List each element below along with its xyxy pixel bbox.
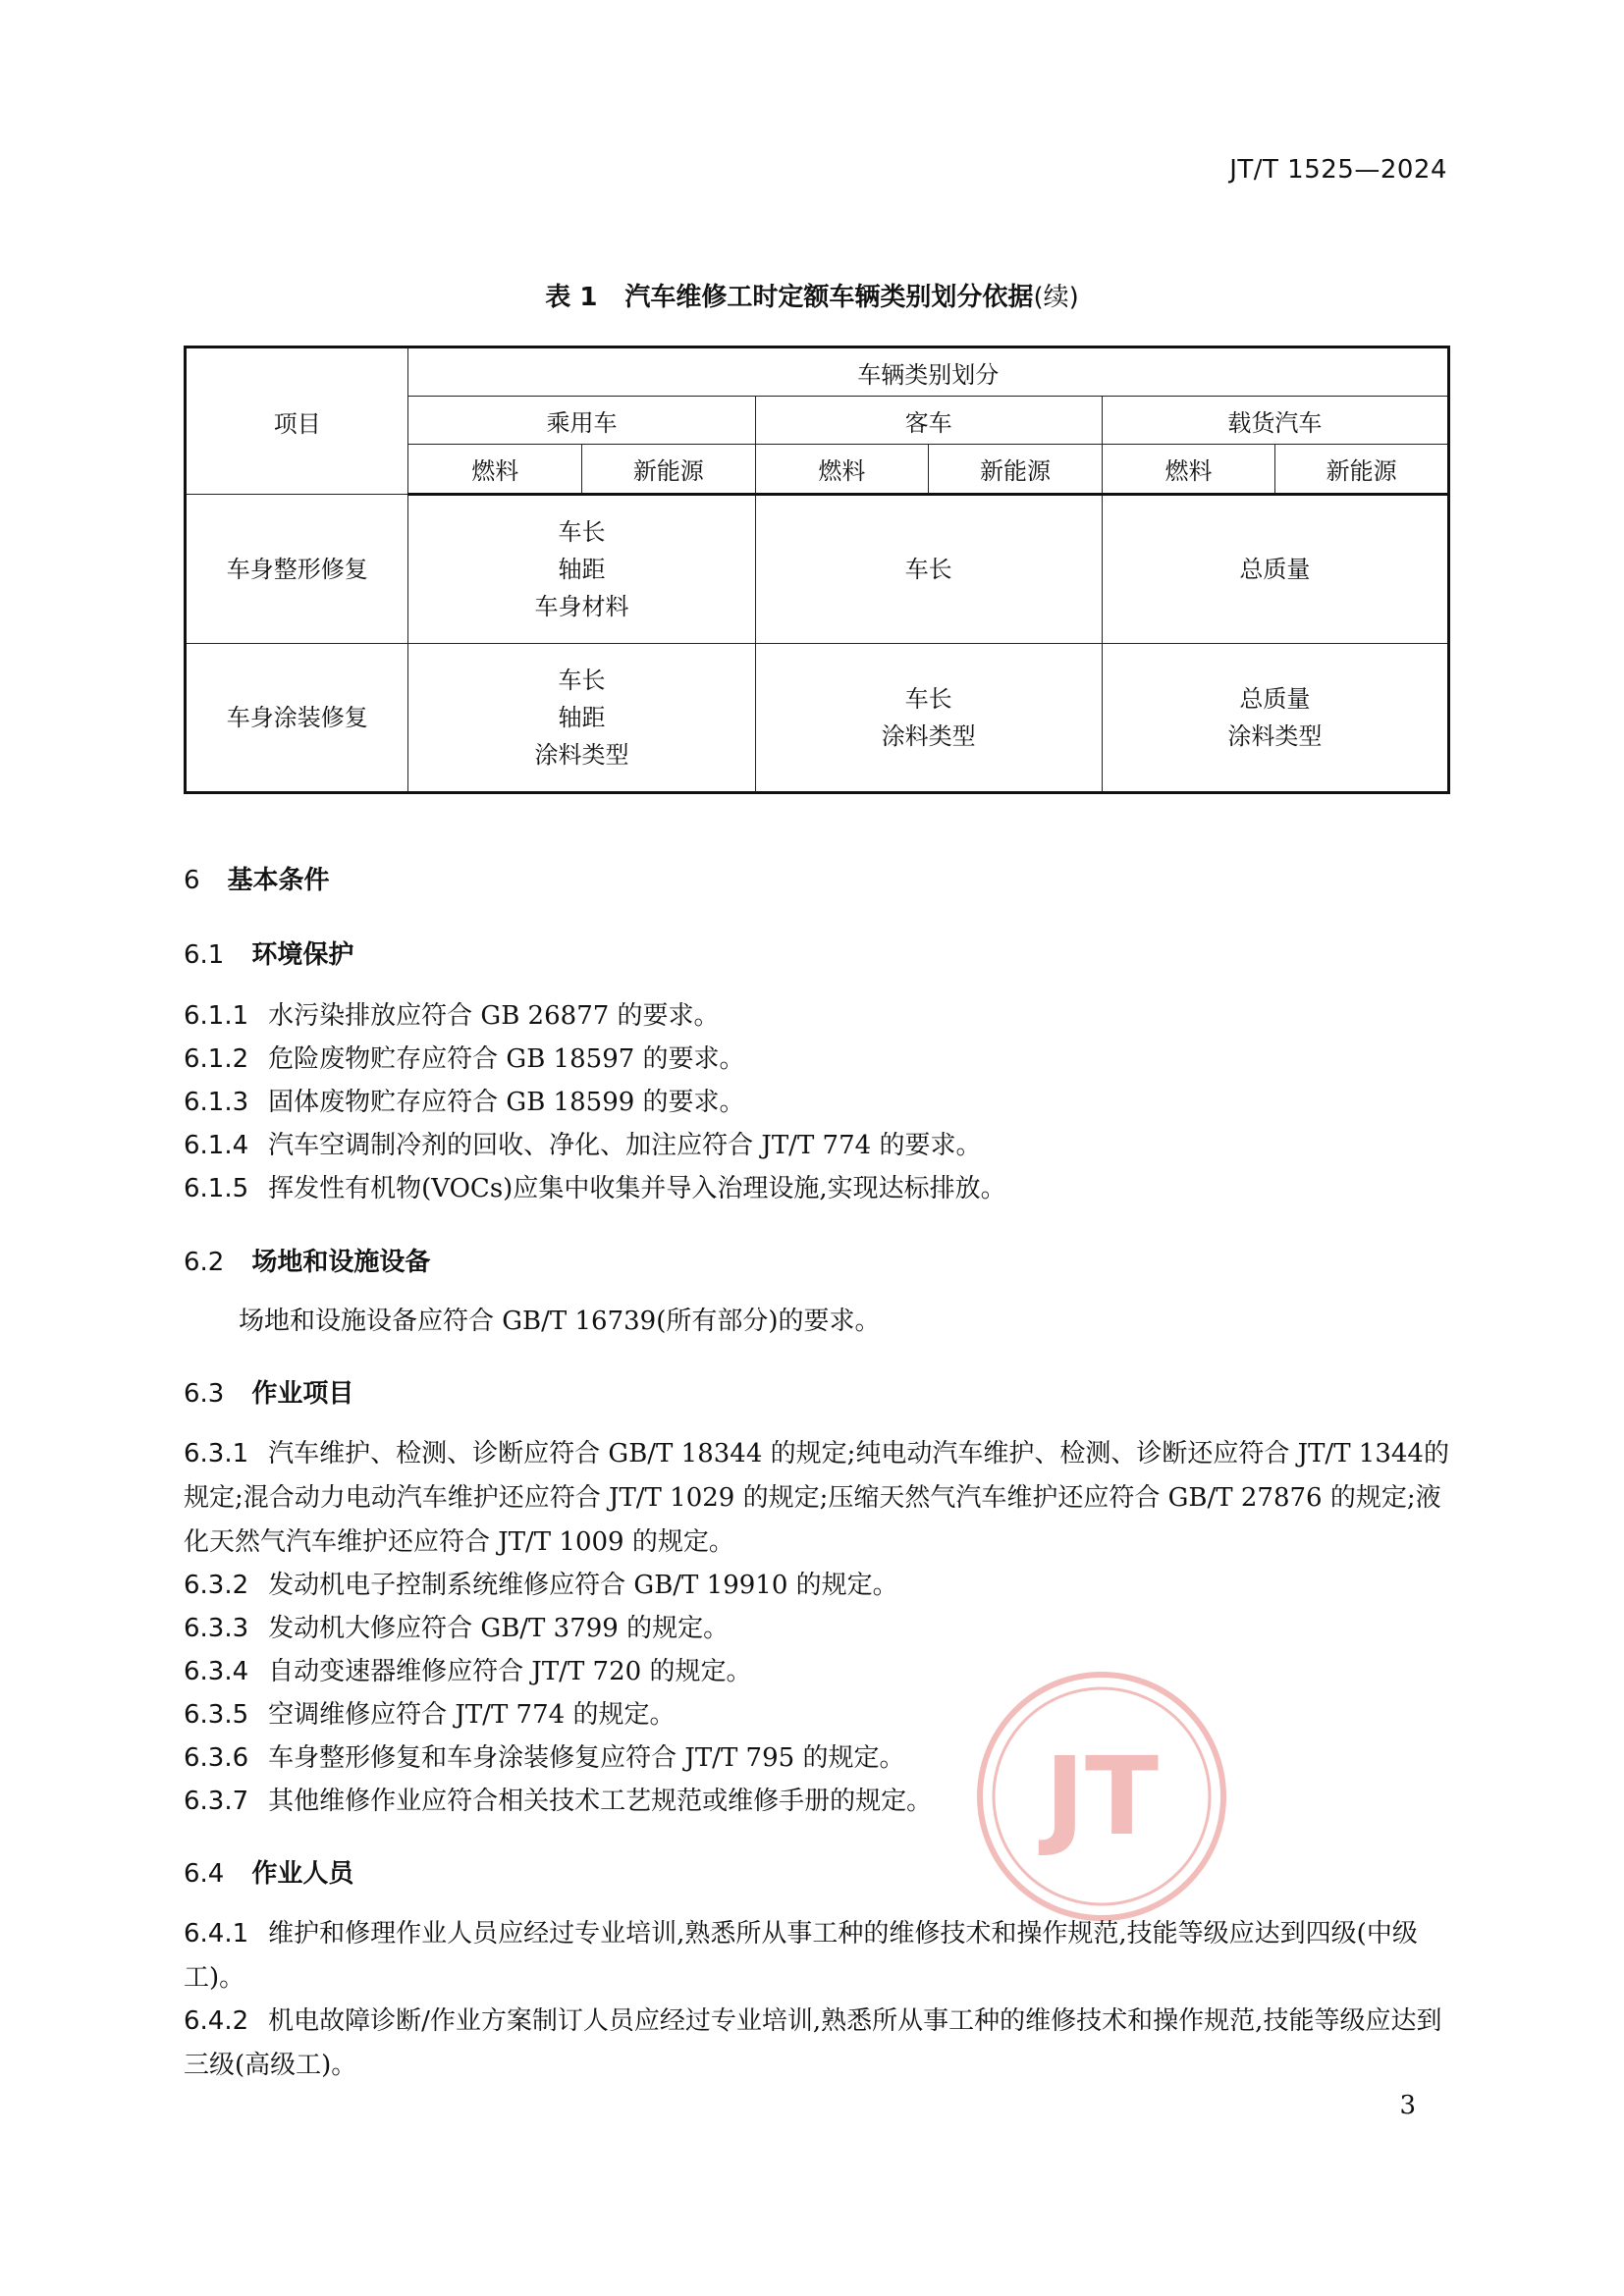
section-title: 场地和设施设备 [251, 1248, 431, 1277]
clause-text: 其他维修作业应符合相关技术工艺规范或维修手册的规定。 [268, 1787, 933, 1816]
clause-number: 6.1.3 [184, 1088, 249, 1117]
clause-paragraph [239, 1300, 1450, 1344]
clause-text: 车身整形修复和车身涂装修复应符合 JT/T 795 的规定。 [268, 1743, 905, 1773]
clause-paragraph [184, 1124, 1450, 1168]
criteria-line: 涂料类型 [1227, 722, 1323, 750]
table-continued: (续) [1033, 283, 1079, 312]
table-title-text: 汽车维修工时定额车辆类别划分依据 [624, 283, 1034, 312]
clause-number: 6.1.5 [184, 1174, 249, 1203]
clause-text: 水污染排放应符合 GB 26877 的要求。 [268, 1001, 720, 1031]
section-number: 6 [184, 866, 200, 895]
jt-stamp-watermark [974, 1669, 1229, 1924]
table-row [186, 495, 1449, 644]
section-title: 基本条件 [227, 866, 330, 895]
section-heading [184, 860, 330, 896]
clause-paragraph [184, 1038, 1450, 1082]
subcategory-cell: 新能源 [929, 445, 1103, 495]
clause-number: 6.4.2 [184, 2006, 249, 2036]
section-heading [184, 1373, 353, 1410]
section-title: 环境保护 [251, 940, 354, 970]
clause-number: 6.3.5 [184, 1700, 249, 1730]
criteria-line: 车长 [904, 556, 952, 583]
subcategory-cell: 新能源 [1275, 445, 1449, 495]
clause-text: 挥发性有机物(VOCs)应集中收集并导入治理设施,实现达标排放。 [268, 1174, 1006, 1203]
clause-paragraph [184, 1780, 1450, 1824]
standard-code: JT/T 1525—2024 [1229, 155, 1447, 185]
clause-text: 汽车空调制冷剂的回收、净化、加注应符合 JT/T 774 的要求。 [268, 1131, 982, 1160]
criteria-line: 轴距 [558, 556, 606, 583]
clause-text: 维护和修理作业人员应经过专业培训,熟悉所从事工种的维修技术和操作规范,技能等级应达到四级(中级工)。 [184, 1919, 1418, 1993]
clause-text: 空调维修应符合 JT/T 774 的规定。 [268, 1700, 676, 1730]
stamp-text: JT [1045, 1734, 1159, 1859]
section-number: 6.2 [184, 1248, 225, 1277]
page-number: 3 [1399, 2091, 1416, 2120]
criteria-line: 车长 [558, 518, 606, 546]
clause-number: 6.1.2 [184, 1044, 249, 1074]
criteria-line: 轴距 [558, 704, 606, 731]
passenger-criteria [408, 495, 755, 644]
clause-text: 固体废物贮存应符合 GB 18599 的要求。 [268, 1088, 745, 1117]
criteria-line: 总质量 [1239, 556, 1311, 583]
criteria-line: 涂料类型 [534, 741, 629, 769]
clause-number: 6.3.3 [184, 1614, 249, 1643]
clause-number: 6.1.4 [184, 1131, 249, 1160]
truck-criteria [1102, 495, 1448, 644]
clause-number: 6.1.1 [184, 1001, 249, 1031]
clause-text: 机电故障诊断/作业方案制订人员应经过专业培训,熟悉所从事工种的维修技术和操作规范,技能等级应达到三级(高级工)。 [184, 2006, 1442, 2080]
clause-paragraph [184, 994, 1450, 1039]
bus-criteria [755, 644, 1102, 793]
clause-paragraph [184, 1167, 1450, 1211]
clause-text: 发动机电子控制系统维修应符合 GB/T 19910 的规定。 [268, 1571, 898, 1600]
category-passenger: 乘用车 [408, 397, 755, 445]
row-item: 车身涂装修复 [186, 644, 408, 793]
clause-paragraph [184, 1736, 1450, 1781]
category-truck: 载货汽车 [1102, 397, 1448, 445]
criteria-line: 涂料类型 [881, 722, 976, 750]
subcategory-cell: 燃料 [408, 445, 582, 495]
clause-paragraph [184, 1912, 1450, 2001]
clause-paragraph [184, 1564, 1450, 1608]
table-title [0, 277, 1624, 313]
clause-paragraph [184, 1607, 1450, 1651]
section-number: 6.3 [184, 1379, 225, 1409]
section-heading [184, 1242, 430, 1278]
vehicle-category-table [184, 346, 1450, 794]
clause-number: 6.3.1 [184, 1439, 249, 1468]
section-heading [184, 934, 353, 971]
criteria-line: 车长 [904, 685, 952, 713]
category-bus: 客车 [755, 397, 1102, 445]
clause-paragraph [184, 1650, 1450, 1694]
subcategory-cell: 燃料 [1102, 445, 1275, 495]
clause-number: 6.3.7 [184, 1787, 249, 1816]
subcategory-cell: 燃料 [755, 445, 929, 495]
criteria-line: 车长 [558, 667, 606, 694]
table-row [186, 644, 1449, 793]
table-number: 表 1 [545, 283, 598, 312]
section-number: 6.1 [184, 940, 225, 970]
clause-paragraph [184, 1432, 1450, 1565]
item-header: 项目 [186, 347, 408, 495]
clause-number: 6.3.4 [184, 1657, 249, 1686]
group-header: 车辆类别划分 [408, 347, 1449, 397]
clause-text: 场地和设施设备应符合 GB/T 16739(所有部分)的要求。 [239, 1307, 881, 1336]
criteria-line: 车身材料 [534, 593, 629, 620]
passenger-criteria [408, 644, 755, 793]
section-number: 6.4 [184, 1859, 225, 1889]
clause-text: 发动机大修应符合 GB/T 3799 的规定。 [268, 1614, 730, 1643]
bus-criteria [755, 495, 1102, 644]
clause-paragraph [184, 1081, 1450, 1125]
clause-text: 危险废物贮存应符合 GB 18597 的要求。 [268, 1044, 745, 1074]
section-heading [184, 1853, 353, 1890]
clause-paragraph [184, 1693, 1450, 1737]
clause-paragraph [184, 2000, 1450, 2088]
clause-number: 6.3.6 [184, 1743, 249, 1773]
row-item: 车身整形修复 [186, 495, 408, 644]
clause-text: 自动变速器维修应符合 JT/T 720 的规定。 [268, 1657, 752, 1686]
subcategory-cell: 新能源 [582, 445, 756, 495]
truck-criteria [1102, 644, 1448, 793]
section-title: 作业人员 [251, 1859, 354, 1889]
criteria-line: 总质量 [1239, 685, 1311, 713]
section-title: 作业项目 [251, 1379, 354, 1409]
clause-number: 6.4.1 [184, 1919, 249, 1949]
clause-text: 汽车维护、检测、诊断应符合 GB/T 18344 的规定;纯电动汽车维护、检测、诊断还应符合 JT/T 1344的规定;混合动力电动汽车维护还应符合 JT/T 1029 的规定;压缩天然气汽车维护还应符合 GB/T 27876 的规定;液化天然气汽车维护还应符合 JT/T 1009 的规定。 [184, 1439, 1449, 1557]
clause-number: 6.3.2 [184, 1571, 249, 1600]
